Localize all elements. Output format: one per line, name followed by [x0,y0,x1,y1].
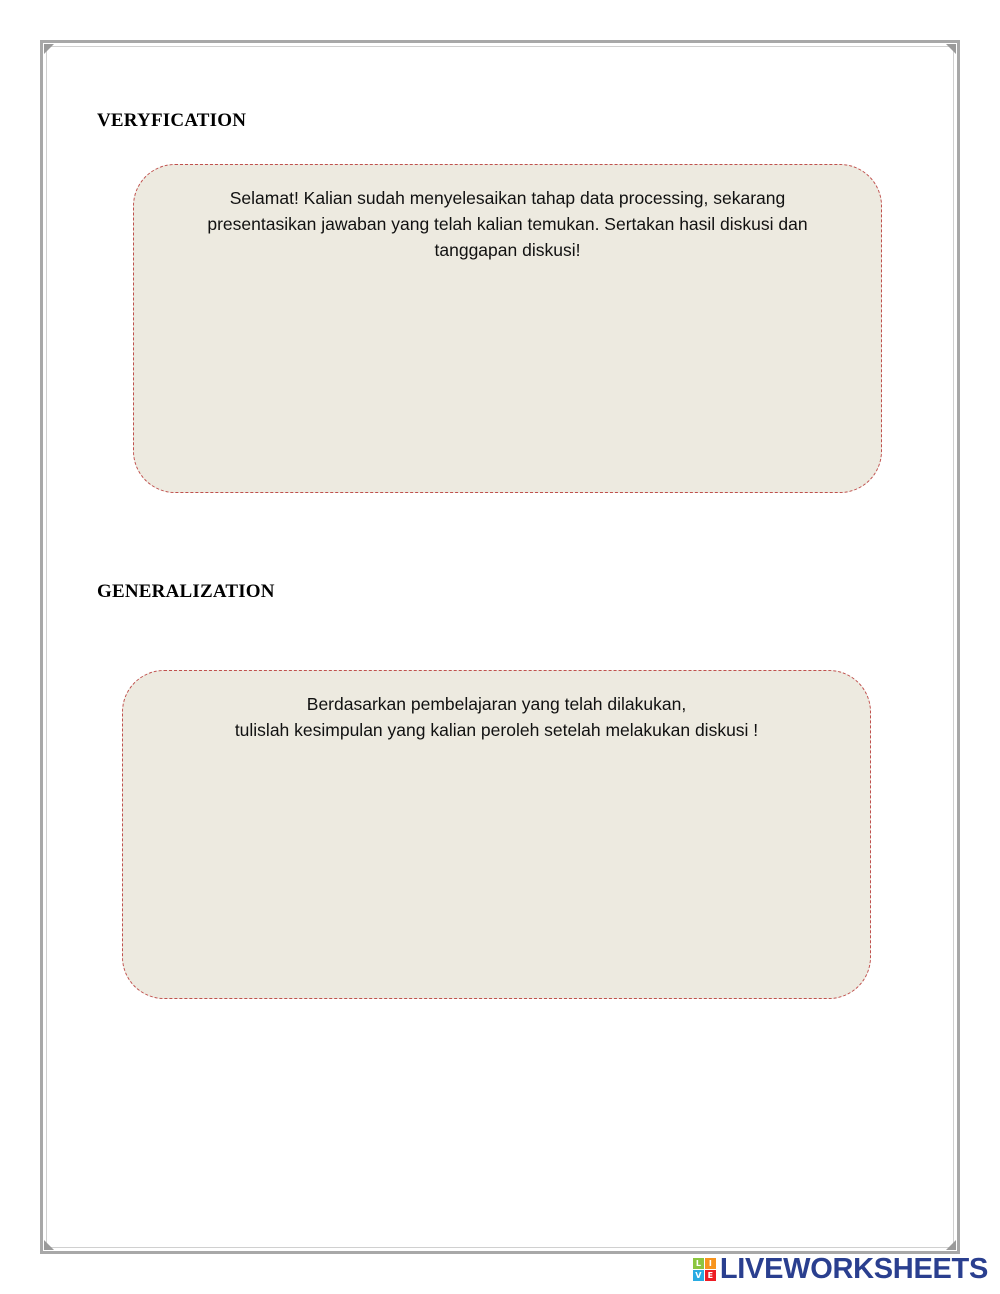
liveworksheets-mark-icon [693,1258,716,1281]
generalization-heading: GENERALIZATION [97,581,275,602]
verification-instruction-line-1: Selamat! Kalian sudah menyelesaikan tahap data processing, sekarang [229,188,786,208]
verification-instruction-line-2: presentasikan jawaban yang telah kalian temukan. Sertakan hasil diskusi dan [207,214,808,234]
logo-mark-letter: I [705,1258,716,1269]
verification-answer-box [133,164,882,493]
verification-instruction-line-3: tanggapan diskusi! [434,240,581,260]
corner-ornament-top-right [946,44,956,54]
corner-ornament-bottom-right [946,1240,956,1250]
logo-mark-letter: L [693,1258,704,1269]
liveworksheets-logo-text: LIVEWORKSHEETS [719,1253,988,1285]
verification-answer-input[interactable] [164,277,855,481]
logo-mark-letter: V [693,1270,704,1281]
generalization-instruction-line-1: Berdasarkan pembelajaran yang telah dilakukan, [306,694,687,714]
generalization-instruction-line-2: tulislah kesimpulan yang kalian peroleh setelah melakukan diskusi ! [234,720,759,740]
verification-heading: VERYFICATION [97,110,247,131]
generalization-answer-box [122,670,871,999]
corner-ornament-bottom-left [44,1240,54,1250]
corner-ornament-top-left [44,44,54,54]
logo-mark-letter: E [705,1270,716,1281]
liveworksheets-logo [693,1253,988,1286]
generalization-answer-input[interactable] [153,757,844,961]
